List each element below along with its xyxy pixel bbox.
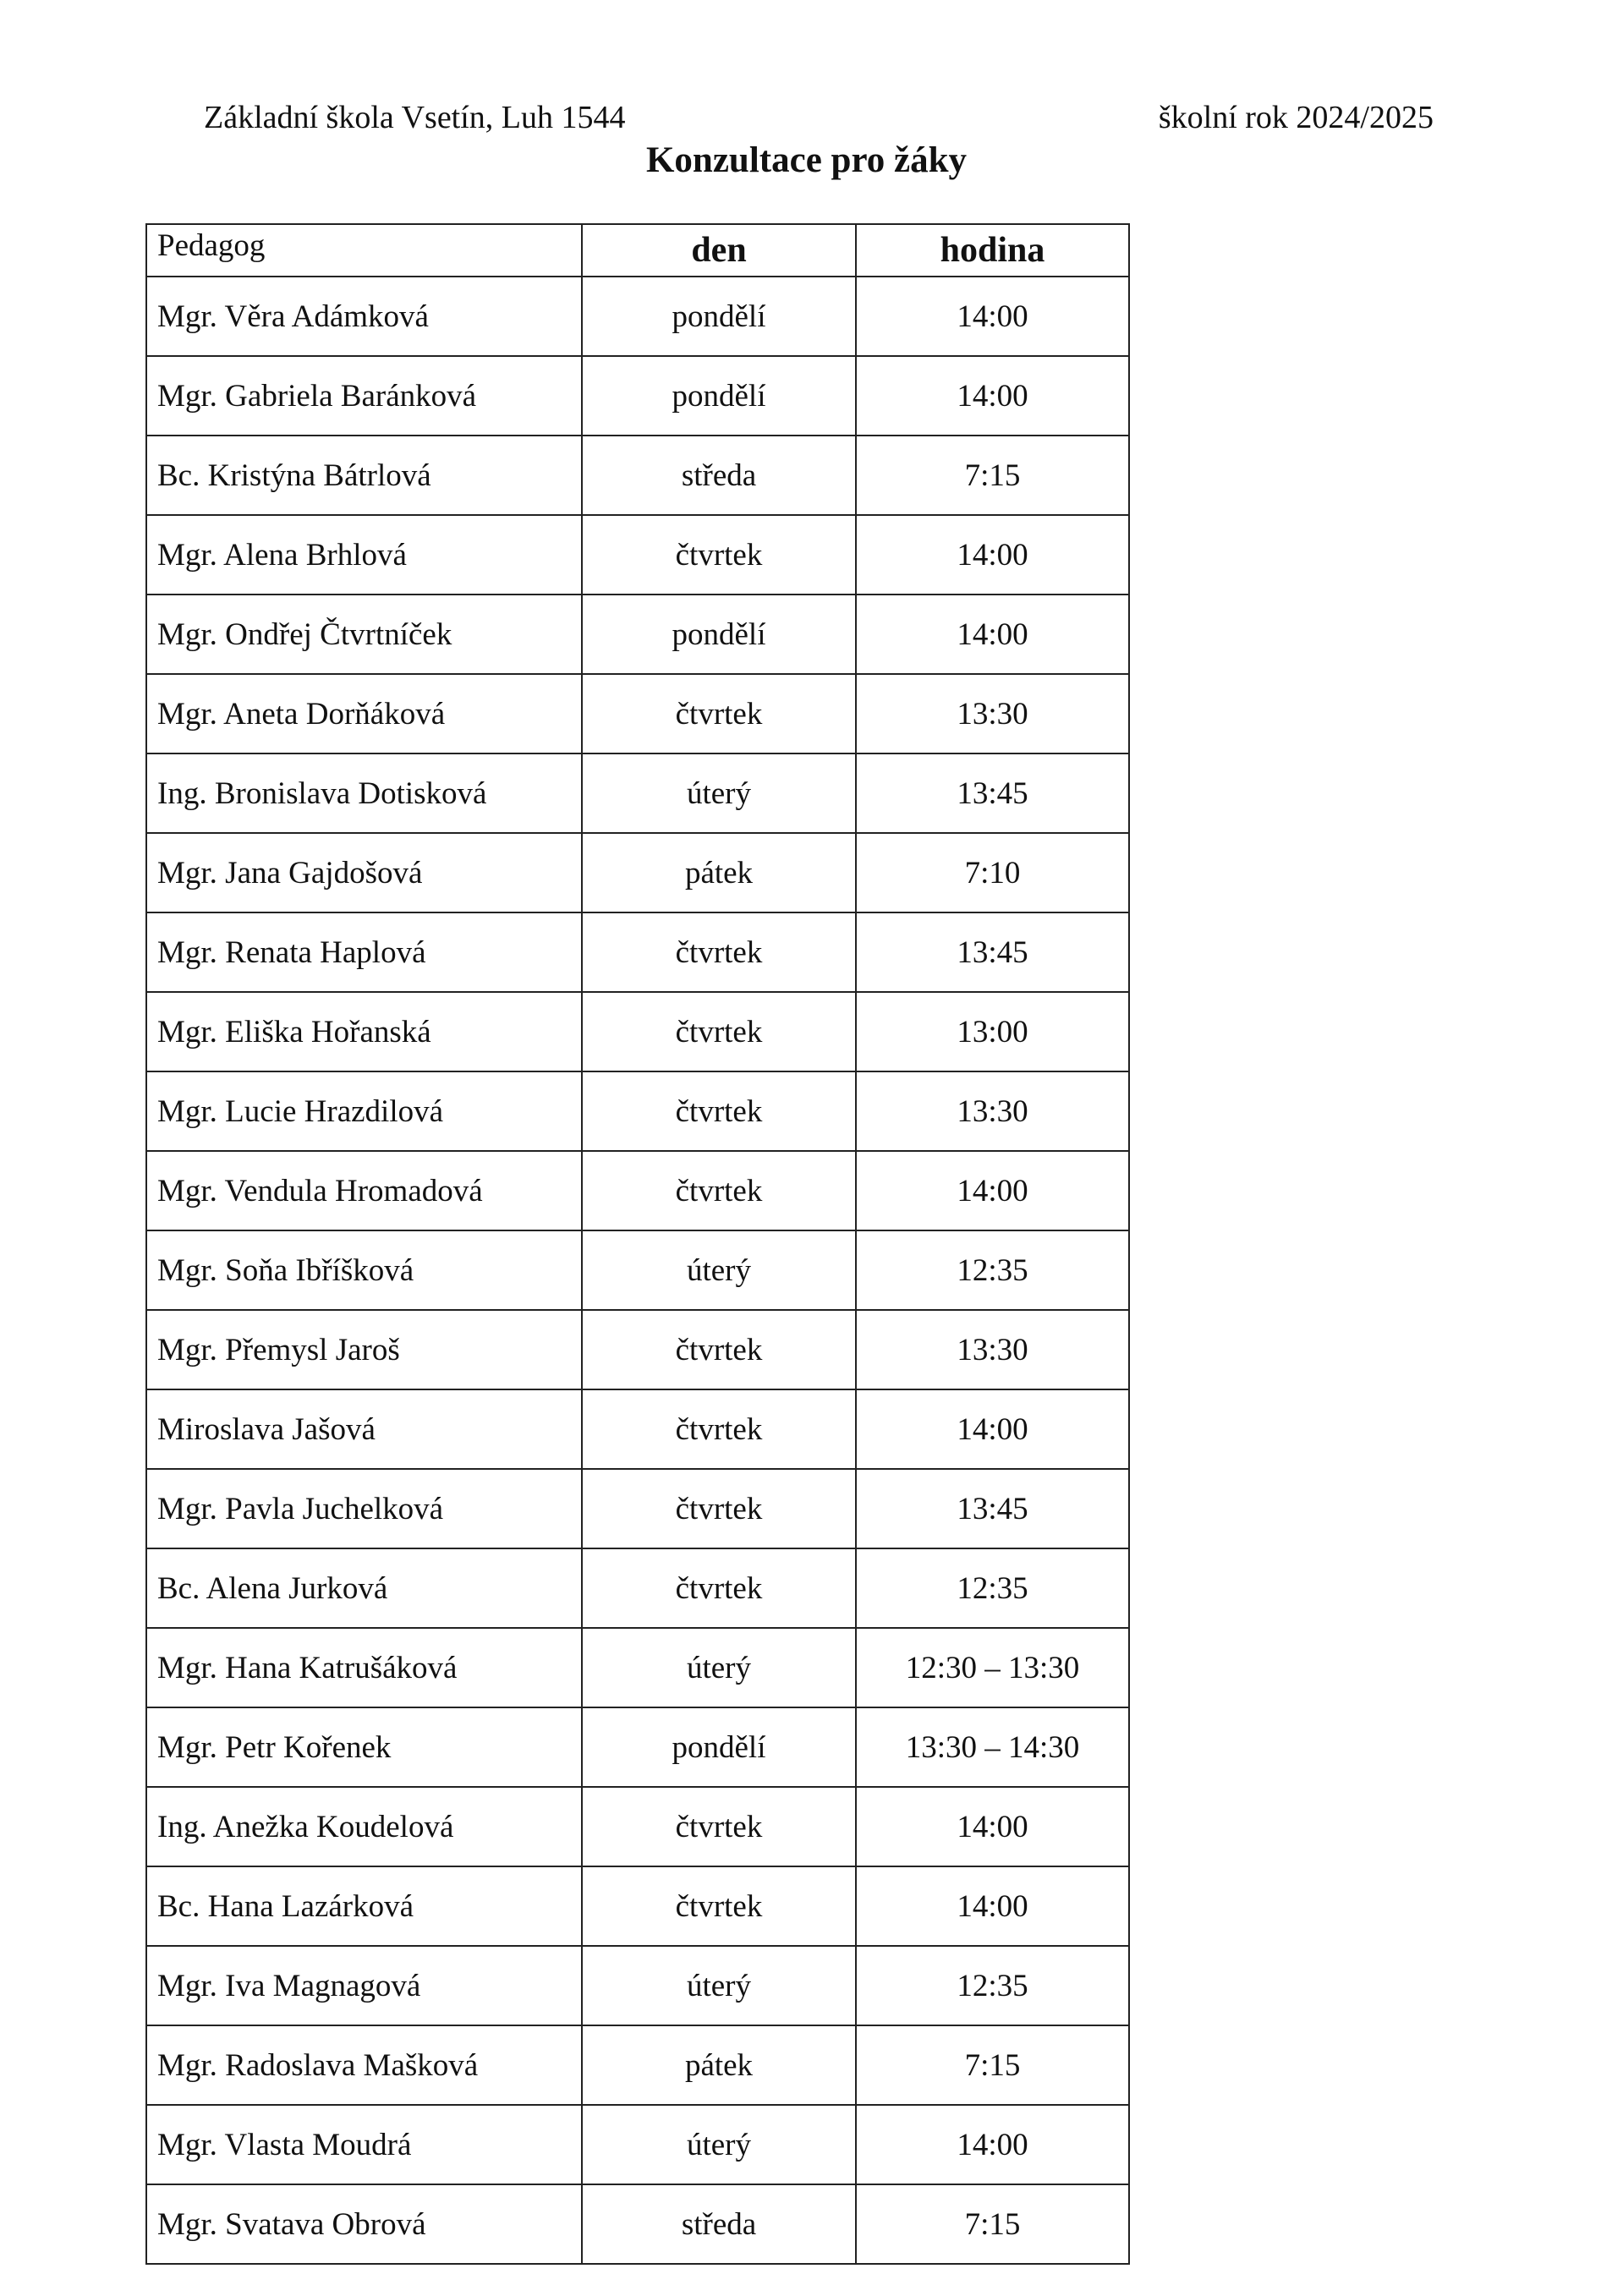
day-cell: pondělí [582,1707,856,1787]
time-cell: 7:10 [856,833,1129,912]
table-row [146,1151,1129,1230]
day-cell: středa [582,2184,856,2264]
school-year: školní rok 2024/2025 [1158,100,1434,135]
time-cell: 13:00 [856,992,1129,1071]
time-cell: 13:30 – 14:30 [856,1707,1129,1787]
column-header-day: den [582,224,856,277]
table-row [146,2105,1129,2184]
table-row [146,356,1129,436]
table-header-row [146,224,1129,277]
table-row [146,1946,1129,2025]
time-cell: 12:35 [856,1946,1129,2025]
teacher-name-cell: Mgr. Alena Brhlová [146,515,582,595]
day-cell: čtvrtek [582,992,856,1071]
day-cell: čtvrtek [582,912,856,992]
table-row [146,1310,1129,1389]
time-cell: 14:00 [856,595,1129,674]
time-cell: 7:15 [856,436,1129,515]
table-row [146,1707,1129,1787]
teacher-name-cell: Ing. Bronislava Dotisková [146,753,582,833]
table-row [146,833,1129,912]
day-cell: pátek [582,2025,856,2105]
teacher-name-cell: Bc. Alena Jurková [146,1548,582,1628]
time-cell: 14:00 [856,1389,1129,1469]
table-row [146,1628,1129,1707]
consultation-table [145,223,1130,2265]
teacher-name-cell: Mgr. Renata Haplová [146,912,582,992]
time-cell: 14:00 [856,277,1129,356]
teacher-name-cell: Mgr. Ondřej Čtvrtníček [146,595,582,674]
table-row [146,674,1129,753]
table-row [146,515,1129,595]
day-cell: úterý [582,1946,856,2025]
column-header-time: hodina [856,224,1129,277]
time-cell: 7:15 [856,2184,1129,2264]
teacher-name-cell: Mgr. Eliška Hořanská [146,992,582,1071]
time-cell: 12:30 – 13:30 [856,1628,1129,1707]
school-name: Základní škola Vsetín, Luh 1544 [204,100,626,135]
day-cell: čtvrtek [582,674,856,753]
teacher-name-cell: Mgr. Soňa Ibříšková [146,1230,582,1310]
day-cell: čtvrtek [582,1151,856,1230]
time-cell: 14:00 [856,515,1129,595]
table-row [146,1548,1129,1628]
teacher-name-cell: Mgr. Hana Katrušáková [146,1628,582,1707]
time-cell: 13:30 [856,1310,1129,1389]
teacher-name-cell: Mgr. Přemysl Jaroš [146,1310,582,1389]
time-cell: 13:30 [856,674,1129,753]
table-row [146,2025,1129,2105]
day-cell: čtvrtek [582,1310,856,1389]
teacher-name-cell: Bc. Hana Lazárková [146,1866,582,1946]
time-cell: 13:45 [856,753,1129,833]
day-cell: čtvrtek [582,1787,856,1866]
time-cell: 14:00 [856,2105,1129,2184]
teacher-name-cell: Mgr. Radoslava Mašková [146,2025,582,2105]
time-cell: 13:45 [856,1469,1129,1548]
teacher-name-cell: Mgr. Lucie Hrazdilová [146,1071,582,1151]
day-cell: středa [582,436,856,515]
table-row [146,595,1129,674]
table-row [146,992,1129,1071]
page-title: Konzultace pro žáky [645,140,968,180]
table-row [146,753,1129,833]
day-cell: úterý [582,1230,856,1310]
table-row [146,2184,1129,2264]
time-cell: 14:00 [856,1151,1129,1230]
time-cell: 14:00 [856,356,1129,436]
table-body [146,277,1129,2264]
time-cell: 14:00 [856,1866,1129,1946]
time-cell: 7:15 [856,2025,1129,2105]
table-row [146,1071,1129,1151]
table-row [146,912,1129,992]
day-cell: pátek [582,833,856,912]
teacher-name-cell: Mgr. Gabriela Baránková [146,356,582,436]
teacher-name-cell: Bc. Kristýna Bátrlová [146,436,582,515]
table-row [146,1469,1129,1548]
day-cell: čtvrtek [582,1548,856,1628]
day-cell: čtvrtek [582,1071,856,1151]
time-cell: 12:35 [856,1548,1129,1628]
day-cell: pondělí [582,595,856,674]
day-cell: čtvrtek [582,1389,856,1469]
table-row [146,1866,1129,1946]
time-cell: 13:45 [856,912,1129,992]
teacher-name-cell: Mgr. Věra Adámková [146,277,582,356]
time-cell: 12:35 [856,1230,1129,1310]
teacher-name-cell: Mgr. Vendula Hromadová [146,1151,582,1230]
table-row [146,1230,1129,1310]
time-cell: 14:00 [856,1787,1129,1866]
day-cell: pondělí [582,277,856,356]
table-row [146,1389,1129,1469]
day-cell: úterý [582,753,856,833]
day-cell: čtvrtek [582,1469,856,1548]
day-cell: úterý [582,1628,856,1707]
teacher-name-cell: Mgr. Jana Gajdošová [146,833,582,912]
teacher-name-cell: Miroslava Jašová [146,1389,582,1469]
teacher-name-cell: Ing. Anežka Koudelová [146,1787,582,1866]
teacher-name-cell: Mgr. Vlasta Moudrá [146,2105,582,2184]
day-cell: úterý [582,2105,856,2184]
day-cell: čtvrtek [582,515,856,595]
time-cell: 13:30 [856,1071,1129,1151]
teacher-name-cell: Mgr. Svatava Obrová [146,2184,582,2264]
teacher-name-cell: Mgr. Petr Kořenek [146,1707,582,1787]
table-row [146,436,1129,515]
column-header-teacher: Pedagog [146,224,582,277]
teacher-name-cell: Mgr. Pavla Juchelková [146,1469,582,1548]
day-cell: pondělí [582,356,856,436]
day-cell: čtvrtek [582,1866,856,1946]
table-row [146,277,1129,356]
teacher-name-cell: Mgr. Aneta Dorňáková [146,674,582,753]
table-row [146,1787,1129,1866]
teacher-name-cell: Mgr. Iva Magnagová [146,1946,582,2025]
